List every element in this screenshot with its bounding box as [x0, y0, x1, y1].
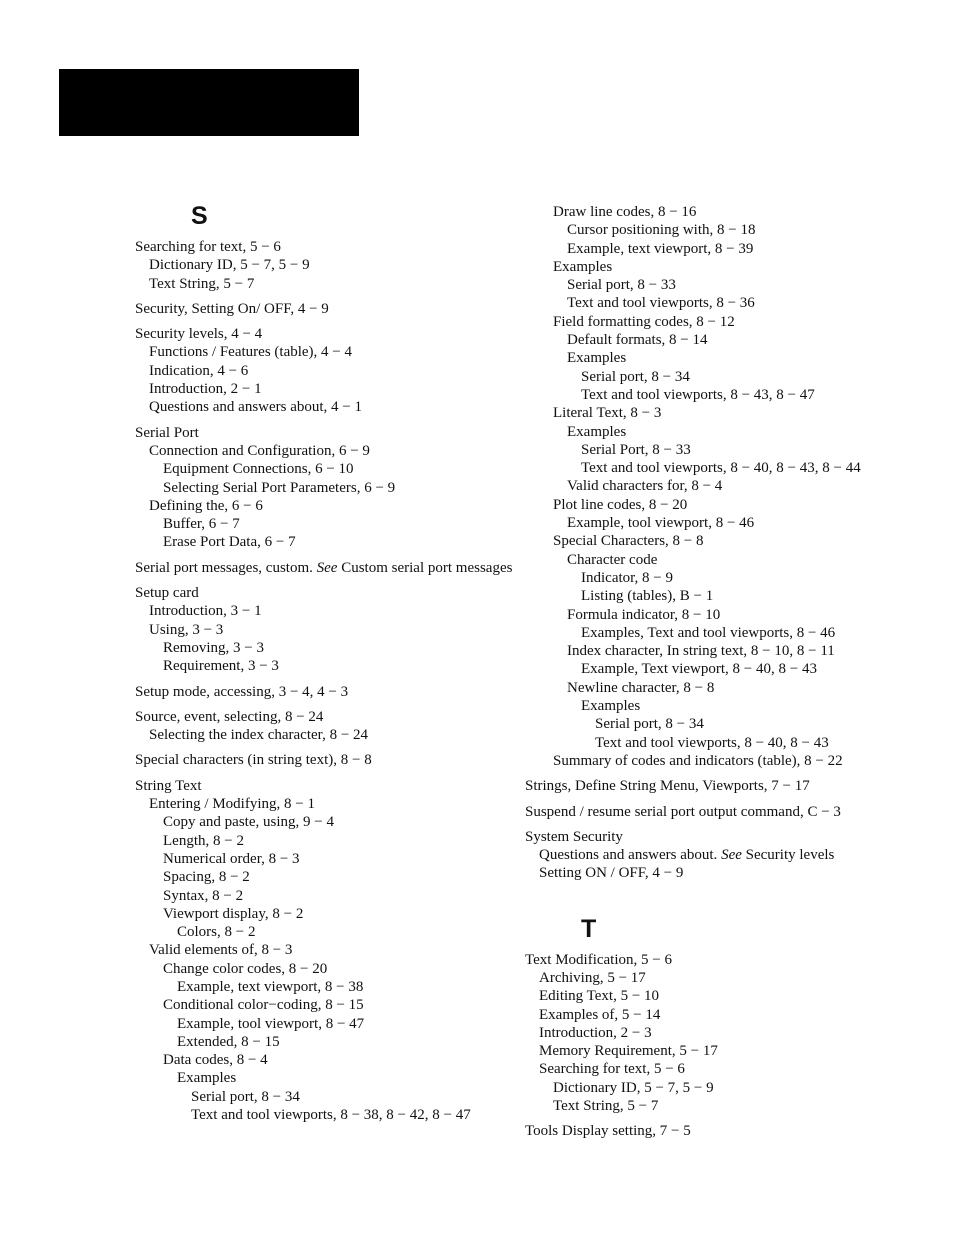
index-entry: Source, event, selecting, 8 − 24 [135, 708, 324, 725]
index-entry: Editing Text, 5 − 10 [539, 988, 660, 1005]
index-entry: Listing (tables), B − 1 [581, 588, 714, 605]
index-entry: Buffer, 6 − 7 [163, 516, 240, 533]
index-entry: Dictionary ID, 5 − 7, 5 − 9 [553, 1079, 714, 1096]
index-entry: Introduction, 2 − 3 [539, 1024, 652, 1041]
index-entry: Special characters (in string text), 8 − 8 [135, 752, 372, 769]
index-entry: Text String, 5 − 7 [553, 1098, 659, 1115]
index-entry: Introduction, 2 − 1 [149, 381, 262, 398]
index-entry: Text Modification, 5 − 6 [525, 951, 672, 968]
header-bar [59, 69, 359, 136]
index-entry: Syntax, 8 − 2 [163, 887, 244, 904]
index-entry: Entering / Modifying, 8 − 1 [149, 796, 315, 813]
see-target: Security levels [745, 847, 835, 864]
section-letter-s: S [191, 202, 208, 230]
index-entry: Literal Text, 8 − 3 [553, 405, 662, 422]
index-entry: Memory Requirement, 5 − 17 [539, 1043, 718, 1060]
index-entry: Serial port, 8 − 34 [191, 1088, 300, 1105]
index-entry: Security, Setting On/ OFF, 4 − 9 [135, 300, 329, 317]
index-entry: Example, tool viewport, 8 − 46 [567, 515, 755, 532]
index-entry: Text and tool viewports, 8 − 40, 8 − 43 [595, 734, 829, 751]
index-entry: Connection and Configuration, 6 − 9 [149, 442, 370, 459]
index-column-right [525, 203, 935, 1141]
index-entry: Requirement, 3 − 3 [163, 658, 279, 675]
index-entry: Examples [177, 1070, 237, 1087]
index-entry: Suspend / resume serial port output command, C − 3 [525, 803, 841, 820]
index-entry: Default formats, 8 − 14 [567, 332, 708, 349]
index-entry: Selecting Serial Port Parameters, 6 − 9 [163, 479, 396, 496]
index-entry: Special Characters, 8 − 8 [553, 533, 704, 550]
index-entry: Equipment Connections, 6 − 10 [163, 461, 354, 478]
index-entry: Serial Port [135, 424, 199, 441]
index-entry: Security levels, 4 − 4 [135, 326, 263, 343]
index-entry: Examples [567, 423, 627, 440]
index-entry: Erase Port Data, 6 − 7 [163, 534, 296, 551]
see-target: Custom serial port messages [341, 559, 513, 576]
index-entry: Length, 8 − 2 [163, 832, 244, 849]
index-entry: Text and tool viewports, 8 − 43, 8 − 47 [581, 386, 815, 403]
index-entry: Draw line codes, 8 − 16 [553, 204, 697, 220]
index-entry: Example, text viewport, 8 − 39 [567, 240, 754, 257]
index-entry: String Text [135, 777, 202, 794]
index-entry: Conditional color−coding, 8 − 15 [163, 997, 364, 1014]
index-entry: Examples [553, 258, 613, 275]
index-entry: Indicator, 8 − 9 [581, 569, 673, 586]
index-entry: Searching for text, 5 − 6 [135, 239, 281, 255]
index-entry: Removing, 3 − 3 [163, 639, 264, 656]
index-entry: Functions / Features (table), 4 − 4 [149, 344, 353, 361]
index-entry: Valid characters for, 8 − 4 [567, 478, 723, 495]
index-entry: Field formatting codes, 8 − 12 [553, 313, 735, 330]
index-entry: Strings, Define String Menu, Viewports, 7 − 17 [525, 778, 810, 795]
index-entry: Dictionary ID, 5 − 7, 5 − 9 [149, 257, 310, 274]
index-entry: Copy and paste, using, 9 − 4 [163, 814, 334, 831]
index-entry: System Security [525, 828, 623, 845]
index-entry: Serial port, 8 − 33 [567, 277, 676, 294]
see-reference: See [316, 559, 338, 576]
index-entry: Formula indicator, 8 − 10 [567, 606, 721, 623]
index-entry: Selecting the index character, 8 − 24 [149, 727, 369, 744]
index-entry: Extended, 8 − 15 [177, 1033, 280, 1050]
index-entry: Index character, In string text, 8 − 10, 8 − 11 [567, 643, 835, 660]
index-entry: Text and tool viewports, 8 − 36 [567, 295, 755, 312]
index-entry: Examples [567, 350, 627, 367]
index-entry: Text and tool viewports, 8 − 40, 8 − 43, 8 − 44 [581, 460, 861, 477]
index-entry: Summary of codes and indicators (table), 8 − 22 [553, 752, 843, 769]
index-entry: Using, 3 − 3 [149, 621, 224, 638]
index-entry: Tools Display setting, 7 − 5 [525, 1123, 691, 1140]
index-entry: Examples of, 5 − 14 [539, 1006, 661, 1023]
index-entry-cross-reference [525, 846, 935, 864]
index-entry: Example, text viewport, 8 − 38 [177, 978, 364, 995]
index-entry: Viewport display, 8 − 2 [163, 905, 304, 922]
index-entry: Setup card [135, 585, 199, 602]
index-entry: Cursor positioning with, 8 − 18 [567, 222, 756, 239]
entry-text: Questions and answers about. [539, 847, 718, 864]
index-entry: Colors, 8 − 2 [177, 924, 256, 941]
index-entry: Change color codes, 8 − 20 [163, 960, 328, 977]
index-column-left [135, 200, 515, 1124]
index-entry: Serial Port, 8 − 33 [581, 441, 691, 458]
index-entry: Setting ON / OFF, 4 − 9 [539, 865, 684, 882]
index-entry: Examples, Text and tool viewports, 8 − 46 [581, 624, 836, 641]
index-entry: Spacing, 8 − 2 [163, 869, 250, 886]
index-entry: Text and tool viewports, 8 − 38, 8 − 42, 8 − 47 [191, 1107, 471, 1124]
index-entry: Questions and answers about, 4 − 1 [149, 399, 363, 416]
index-entry: Data codes, 8 − 4 [163, 1052, 268, 1069]
index-entry: Serial port, 8 − 34 [581, 368, 690, 385]
index-entry: Searching for text, 5 − 6 [539, 1061, 685, 1078]
index-entry: Archiving, 5 − 17 [539, 969, 646, 986]
index-entry: Example, Text viewport, 8 − 40, 8 − 43 [581, 661, 817, 678]
index-entry: Text String, 5 − 7 [149, 275, 255, 292]
see-reference: See [721, 847, 742, 864]
index-entry: Introduction, 3 − 1 [149, 603, 262, 620]
section-letter-t: T [581, 914, 597, 943]
index-entry: Example, tool viewport, 8 − 47 [177, 1015, 365, 1032]
index-entry: Plot line codes, 8 − 20 [553, 496, 688, 513]
entry-text: Serial port messages, custom. [135, 559, 313, 576]
index-entry-cross-reference [135, 559, 515, 577]
index-entry: Valid elements of, 8 − 3 [149, 942, 293, 959]
index-entry: Examples [581, 698, 641, 715]
index-entry: Serial port, 8 − 34 [595, 716, 704, 733]
index-entry: Indication, 4 − 6 [149, 362, 249, 379]
index-entry: Defining the, 6 − 6 [149, 497, 263, 514]
index-entry: Newline character, 8 − 8 [567, 679, 715, 696]
index-entry: Setup mode, accessing, 3 − 4, 4 − 3 [135, 683, 349, 700]
index-entry: Numerical order, 8 − 3 [163, 850, 300, 867]
index-entry: Character code [567, 551, 658, 568]
